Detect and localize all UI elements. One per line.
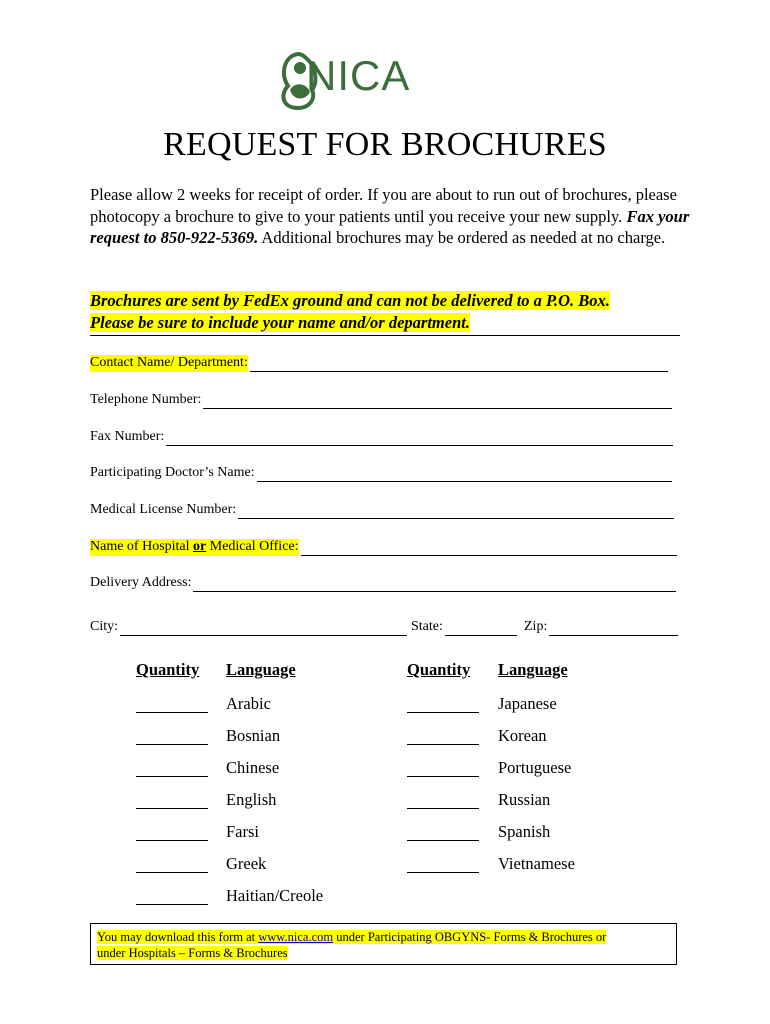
logo-text: NICA <box>306 52 411 99</box>
zip-label: Zip: <box>524 619 548 634</box>
quantity-header-right: Quantity <box>407 660 471 679</box>
language-header-left: Language <box>226 660 296 679</box>
state-field[interactable] <box>411 616 517 636</box>
doctor-name-input[interactable] <box>257 467 672 482</box>
language-label: Vietnamese <box>498 854 575 873</box>
quantity-input-right-4[interactable] <box>407 824 479 841</box>
notice-line-1: Brochures are sent by FedEx ground and can not be delivered to a P.O. Box. <box>90 291 610 310</box>
quantity-input-left-6[interactable] <box>136 888 208 905</box>
quantity-input-left-4[interactable] <box>136 824 208 841</box>
zip-field[interactable] <box>524 616 678 636</box>
hospital-label <box>90 539 299 556</box>
hospital-label-pre: Name of Hospital <box>90 539 194 554</box>
license-label: Medical License Number: <box>90 502 237 517</box>
quantity-input-right-0[interactable] <box>407 696 479 713</box>
intro-paragraph <box>90 184 690 249</box>
quantity-input-left-0[interactable] <box>136 696 208 713</box>
city-label: City: <box>90 619 119 634</box>
delivery-address-field[interactable] <box>90 572 676 592</box>
city-input[interactable] <box>120 621 407 636</box>
city-field[interactable] <box>90 616 407 636</box>
quantity-input-right-1[interactable] <box>407 728 479 745</box>
state-label: State: <box>411 619 443 634</box>
quantity-header-left: Quantity <box>136 660 200 679</box>
telephone-label: Telephone Number: <box>90 392 202 407</box>
language-header-right: Language <box>498 660 568 679</box>
language-label: Japanese <box>498 694 557 713</box>
download-note-line-1 <box>97 930 606 944</box>
state-input[interactable] <box>445 621 517 636</box>
language-label: Farsi <box>226 822 259 841</box>
quantity-input-left-5[interactable] <box>136 856 208 873</box>
language-label: Chinese <box>226 758 280 777</box>
language-label: English <box>226 790 277 809</box>
download-note-line-2: under Hospitals – Forms & Brochures <box>97 946 288 960</box>
language-label: Spanish <box>498 822 551 841</box>
language-label: Russian <box>498 790 551 809</box>
language-label: Korean <box>498 726 547 745</box>
hospital-input[interactable] <box>301 541 677 556</box>
hospital-label-or: or <box>193 539 207 554</box>
quantity-input-right-2[interactable] <box>407 760 479 777</box>
delivery-address-label: Delivery Address: <box>90 575 192 590</box>
intro-text: Please allow 2 weeks for receipt of order. If you are about to run out of brochures, please photocopy a brochure to give to your patients until you receive your new supply. <box>90 185 677 226</box>
download-note <box>90 923 677 965</box>
telephone-field[interactable] <box>90 389 672 409</box>
download-note-mid: under Participating OBGYNS- Forms & Brochures or <box>333 930 607 944</box>
contact-name-field[interactable] <box>90 352 668 372</box>
fax-input[interactable] <box>166 431 673 446</box>
doctor-name-label: Participating Doctor’s Name: <box>90 465 255 480</box>
notice-line-2: Please be sure to include your name and/or department. <box>90 312 470 332</box>
language-label: Portuguese <box>498 758 572 777</box>
quantity-input-right-5[interactable] <box>407 856 479 873</box>
doctor-name-field[interactable] <box>90 462 672 482</box>
language-label: Haitian/Creole <box>226 886 324 905</box>
language-label: Bosnian <box>226 726 281 745</box>
zip-input[interactable] <box>549 621 678 636</box>
hospital-label-post: Medical Office: <box>206 539 299 554</box>
quantity-input-left-3[interactable] <box>136 792 208 809</box>
fax-label: Fax Number: <box>90 429 165 444</box>
page-title: REQUEST FOR BROCHURES <box>163 126 607 163</box>
fax-field[interactable] <box>90 426 673 446</box>
language-label: Arabic <box>226 694 271 713</box>
contact-name-input[interactable] <box>250 357 668 372</box>
delivery-notice <box>90 290 680 336</box>
hospital-field[interactable] <box>90 536 677 556</box>
download-note-pre: You may download this form at <box>97 930 259 944</box>
fax-instruction: Fax your request to 850-922-5369. <box>90 206 690 247</box>
telephone-input[interactable] <box>203 394 672 409</box>
delivery-address-input[interactable] <box>193 577 676 592</box>
nica-website-link[interactable]: www.nica.com <box>258 930 334 944</box>
contact-name-label: Contact Name/ Department: <box>90 355 248 370</box>
quantity-input-left-2[interactable] <box>136 760 208 777</box>
license-input[interactable] <box>238 504 674 519</box>
quantity-input-left-1[interactable] <box>136 728 208 745</box>
license-field[interactable] <box>90 499 674 519</box>
language-label: Greek <box>226 854 267 873</box>
intro-text-end: Additional brochures may be ordered as needed at no charge. <box>258 228 666 247</box>
quantity-input-right-3[interactable] <box>407 792 479 809</box>
